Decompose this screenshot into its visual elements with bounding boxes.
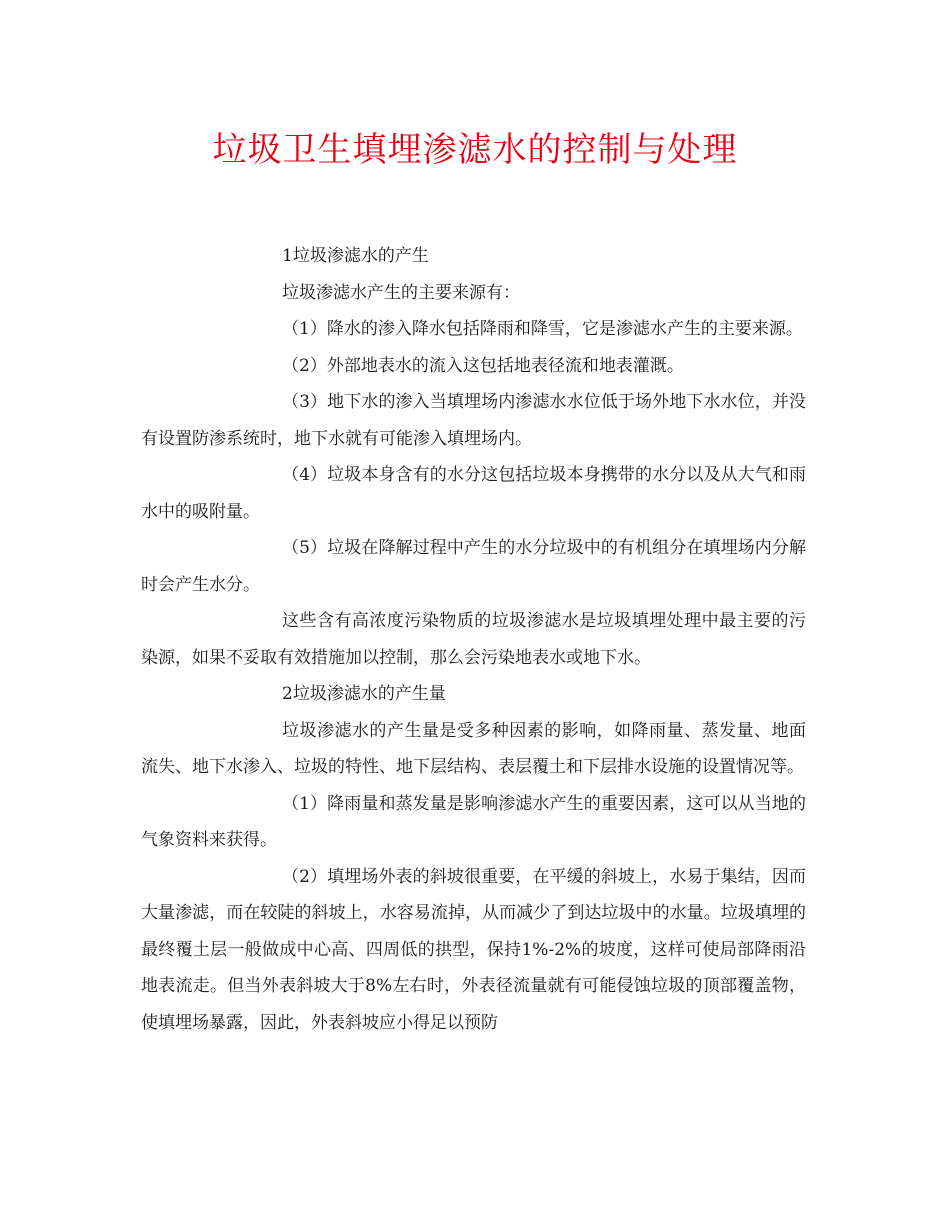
paragraph-source-3: （3）地下水的渗入当填埋场内渗滤水水位低于场外地下水水位，并没有设置防渗系统时，地下水就有可能渗入填埋场内。 (141, 392, 806, 449)
paragraph-pollution-summary: 这些含有高浓度污染物质的垃圾渗滤水是垃圾填埋处理中最主要的污染源，如果不妥取有效措施加以控制，那么会污染地表水或地下水。 (141, 611, 806, 668)
paragraph-quantity-factors: 垃圾渗滤水的产生量是受多种因素的影响，如降雨量、蒸发量、地面流失、地下水渗入、垃圾的特性、地下层结构、表层覆土和下层排水设施的设置情况等。 (141, 720, 806, 777)
document-body (141, 238, 806, 1041)
section-heading-2: 2垃圾渗滤水的产生量 (282, 684, 446, 704)
paragraph-factor-1: （1）降雨量和蒸发量是影响渗滤水产生的重要因素，这可以从当地的气象资料来获得。 (141, 793, 806, 850)
page-title: 垃圾卫生填埋渗滤水的控制与处理 (212, 130, 738, 170)
paragraph-source-5: （5）垃圾在降解过程中产生的水分垃圾中的有机组分在填埋场内分解时会产生水分。 (141, 538, 806, 595)
section-heading-1: 1垃圾渗滤水的产生 (282, 246, 429, 266)
paragraph-factor-2: （2）填埋场外表的斜坡很重要，在平缓的斜坡上，水易于集结，因而大量渗滤，而在较陡的斜坡上，水容易流掉，从而减少了到达垃圾中的水量。垃圾填埋的最终覆土层一般做成中心高、四周低的拱型，保持1%-2%的坡度，这样可使局部降雨沿地表流走。但当外表斜坡大于8%左右时，外表径流量就有可能侵蚀垃圾的顶部覆盖物，使填埋场暴露，因此，外表斜坡应小得足以预防 (141, 866, 806, 1033)
paragraph-sources-intro: 垃圾渗滤水产生的主要来源有： (282, 282, 520, 303)
paragraph-source-2: （2）外部地表水的流入这包括地表径流和地表灌溉。 (282, 355, 684, 376)
paragraph-source-4: （4）垃圾本身含有的水分这包括垃圾本身携带的水分以及从大气和雨水中的吸附量。 (141, 465, 806, 522)
paragraph-source-1: （1）降水的渗入降水包括降雨和降雪，它是渗滤水产生的主要来源。 (282, 319, 803, 339)
